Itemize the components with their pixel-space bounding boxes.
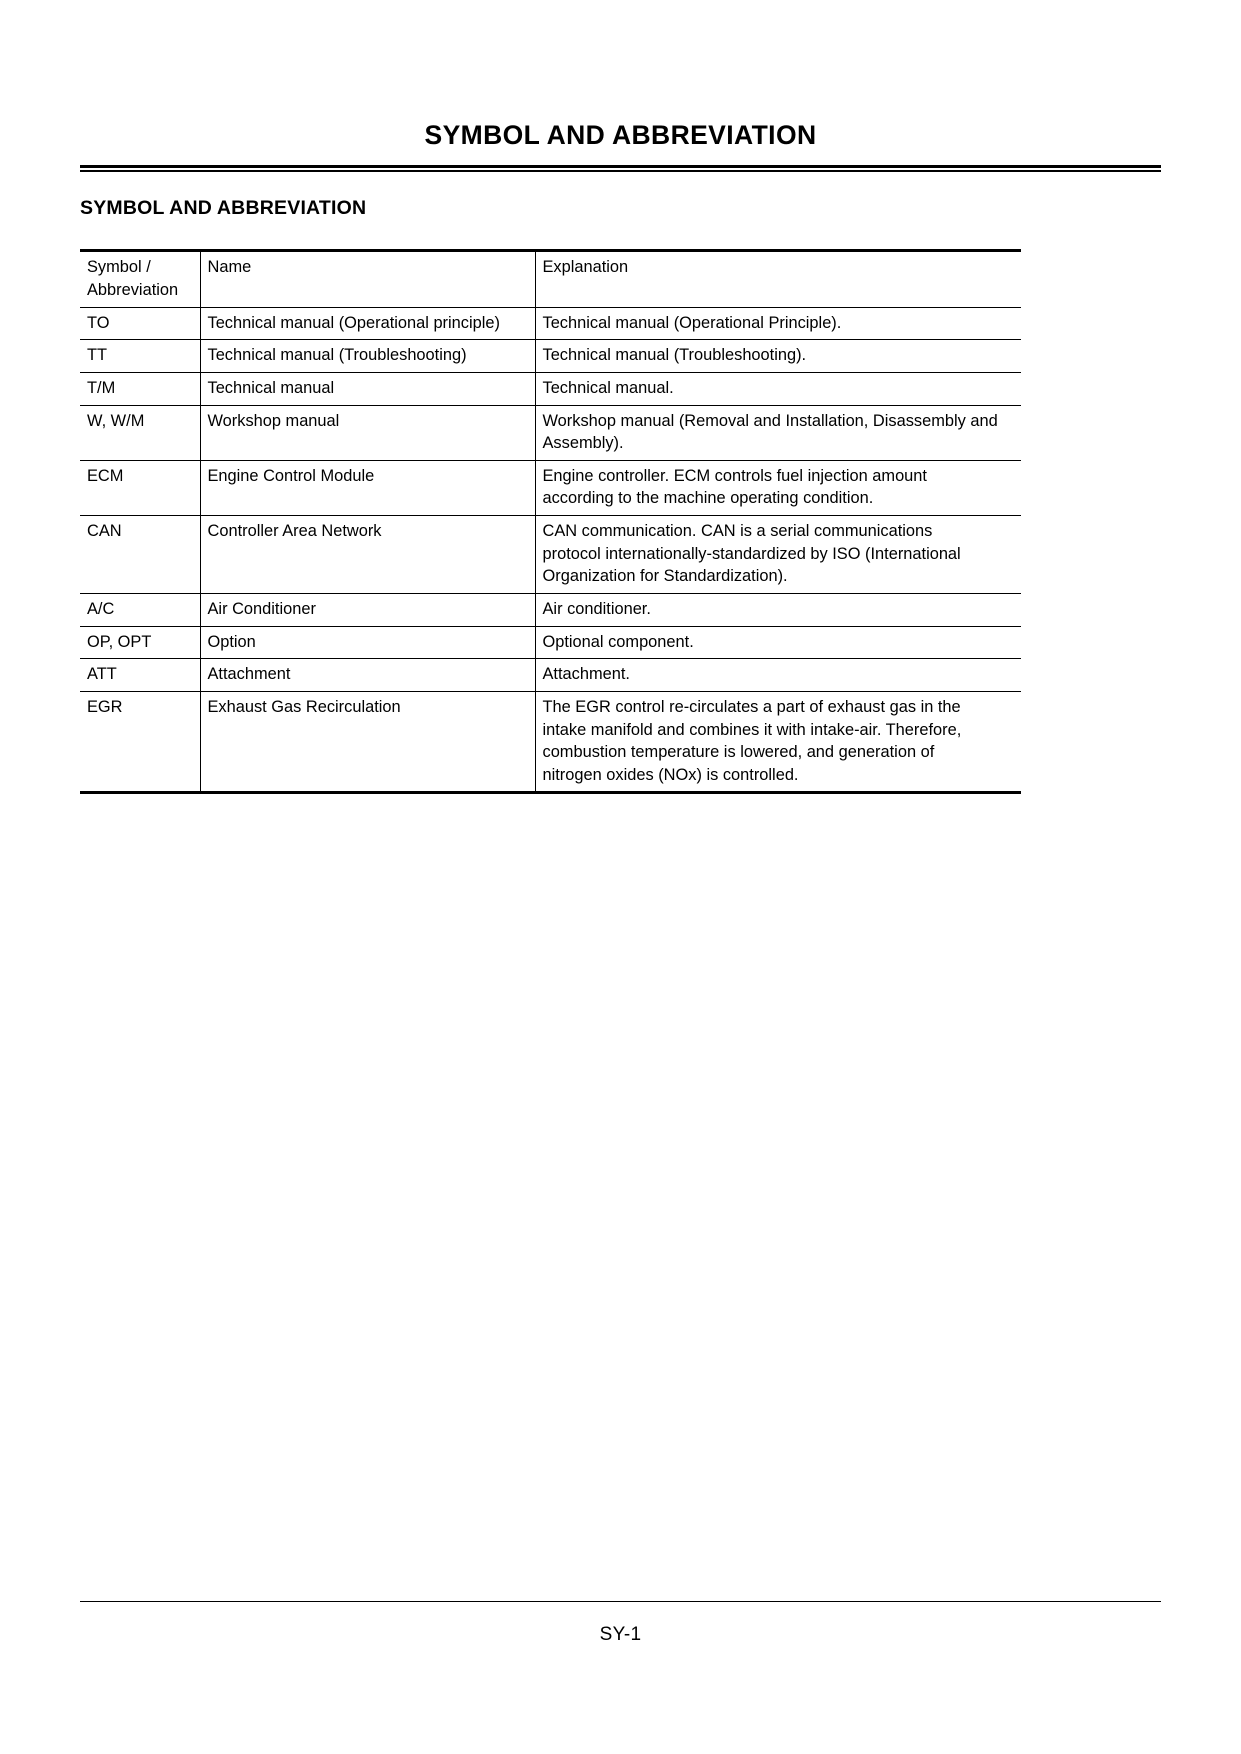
table-row (80, 405, 1021, 460)
column-header-symbol (80, 251, 200, 307)
cell-symbol: OP, OPT (80, 626, 200, 659)
table-header (80, 251, 1021, 307)
explanation-line: nitrogen oxides (NOx) is controlled. (542, 765, 799, 784)
explanation-line: Air conditioner. (542, 599, 651, 618)
cell-symbol: ECM (80, 460, 200, 515)
explanation-line: Technical manual (Operational Principle). (542, 313, 842, 332)
explanation-line: combustion temperature is lowered, and generation of (542, 743, 935, 762)
cell-symbol: ATT (80, 659, 200, 692)
table-row (80, 659, 1021, 692)
cell-explanation (535, 691, 1021, 793)
cell-explanation (535, 516, 1021, 594)
cell-symbol: TO (80, 307, 200, 340)
cell-symbol: T/M (80, 372, 200, 405)
cell-name: Exhaust Gas Recirculation (200, 691, 535, 793)
table-row (80, 340, 1021, 373)
section-heading: SYMBOL AND ABBREVIATION (80, 197, 367, 220)
cell-explanation (535, 626, 1021, 659)
cell-symbol: A/C (80, 593, 200, 626)
explanation-line: The EGR control re-circulates a part of exhaust gas in the (542, 697, 961, 716)
cell-symbol: CAN (80, 516, 200, 594)
cell-symbol: EGR (80, 691, 200, 793)
explanation-line: Workshop manual (Removal and Installation, Disassembly and (542, 411, 998, 430)
table-row (80, 460, 1021, 515)
explanation-line: Technical manual (Troubleshooting). (542, 346, 807, 365)
table-row (80, 516, 1021, 594)
explanation-line: Engine controller. ECM controls fuel injection amount (542, 466, 927, 485)
cell-explanation (535, 372, 1021, 405)
explanation-line: Technical manual. (542, 378, 674, 397)
cell-name: Attachment (200, 659, 535, 692)
table-row (80, 593, 1021, 626)
explanation-line: Assembly). (542, 434, 624, 453)
page-header (80, 0, 1161, 172)
header-divider (80, 165, 1161, 173)
column-header-explanation: Explanation (535, 251, 1021, 307)
cell-explanation (535, 593, 1021, 626)
footer-divider (80, 1601, 1161, 1602)
page-footer (80, 1601, 1161, 1646)
table-body (80, 307, 1021, 793)
cell-name: Controller Area Network (200, 516, 535, 594)
symbol-abbreviation-table (80, 249, 1021, 794)
cell-explanation (535, 340, 1021, 373)
explanation-line: Optional component. (542, 632, 694, 651)
table-row (80, 626, 1021, 659)
cell-name: Engine Control Module (200, 460, 535, 515)
page-title: SYMBOL AND ABBREVIATION (424, 120, 817, 150)
table-row (80, 691, 1021, 793)
explanation-line: Organization for Standardization). (542, 567, 788, 586)
cell-name: Air Conditioner (200, 593, 535, 626)
table-row (80, 372, 1021, 405)
column-header-name: Name (200, 251, 535, 307)
column-header-symbol-line1: Symbol / (87, 258, 151, 277)
cell-name: Option (200, 626, 535, 659)
table-header-row (80, 251, 1021, 307)
cell-name: Workshop manual (200, 405, 535, 460)
cell-symbol: TT (80, 340, 200, 373)
column-header-symbol-line2: Abbreviation (87, 280, 179, 299)
cell-name: Technical manual (200, 372, 535, 405)
cell-explanation (535, 307, 1021, 340)
header-rule-thin (80, 170, 1161, 172)
cell-explanation (535, 659, 1021, 692)
footer-page-number: SY-1 (599, 1624, 642, 1645)
cell-symbol: W, W/M (80, 405, 200, 460)
cell-explanation (535, 460, 1021, 515)
cell-name: Technical manual (Troubleshooting) (200, 340, 535, 373)
cell-explanation (535, 405, 1021, 460)
explanation-line: according to the machine operating condition. (542, 489, 874, 508)
explanation-line: protocol internationally-standardized by ISO (International (542, 544, 961, 563)
table-row (80, 307, 1021, 340)
cell-name: Technical manual (Operational principle) (200, 307, 535, 340)
explanation-line: CAN communication. CAN is a serial communications (542, 522, 933, 541)
explanation-line: intake manifold and combines it with intake-air. Therefore, (542, 720, 962, 739)
explanation-line: Attachment. (542, 665, 630, 684)
